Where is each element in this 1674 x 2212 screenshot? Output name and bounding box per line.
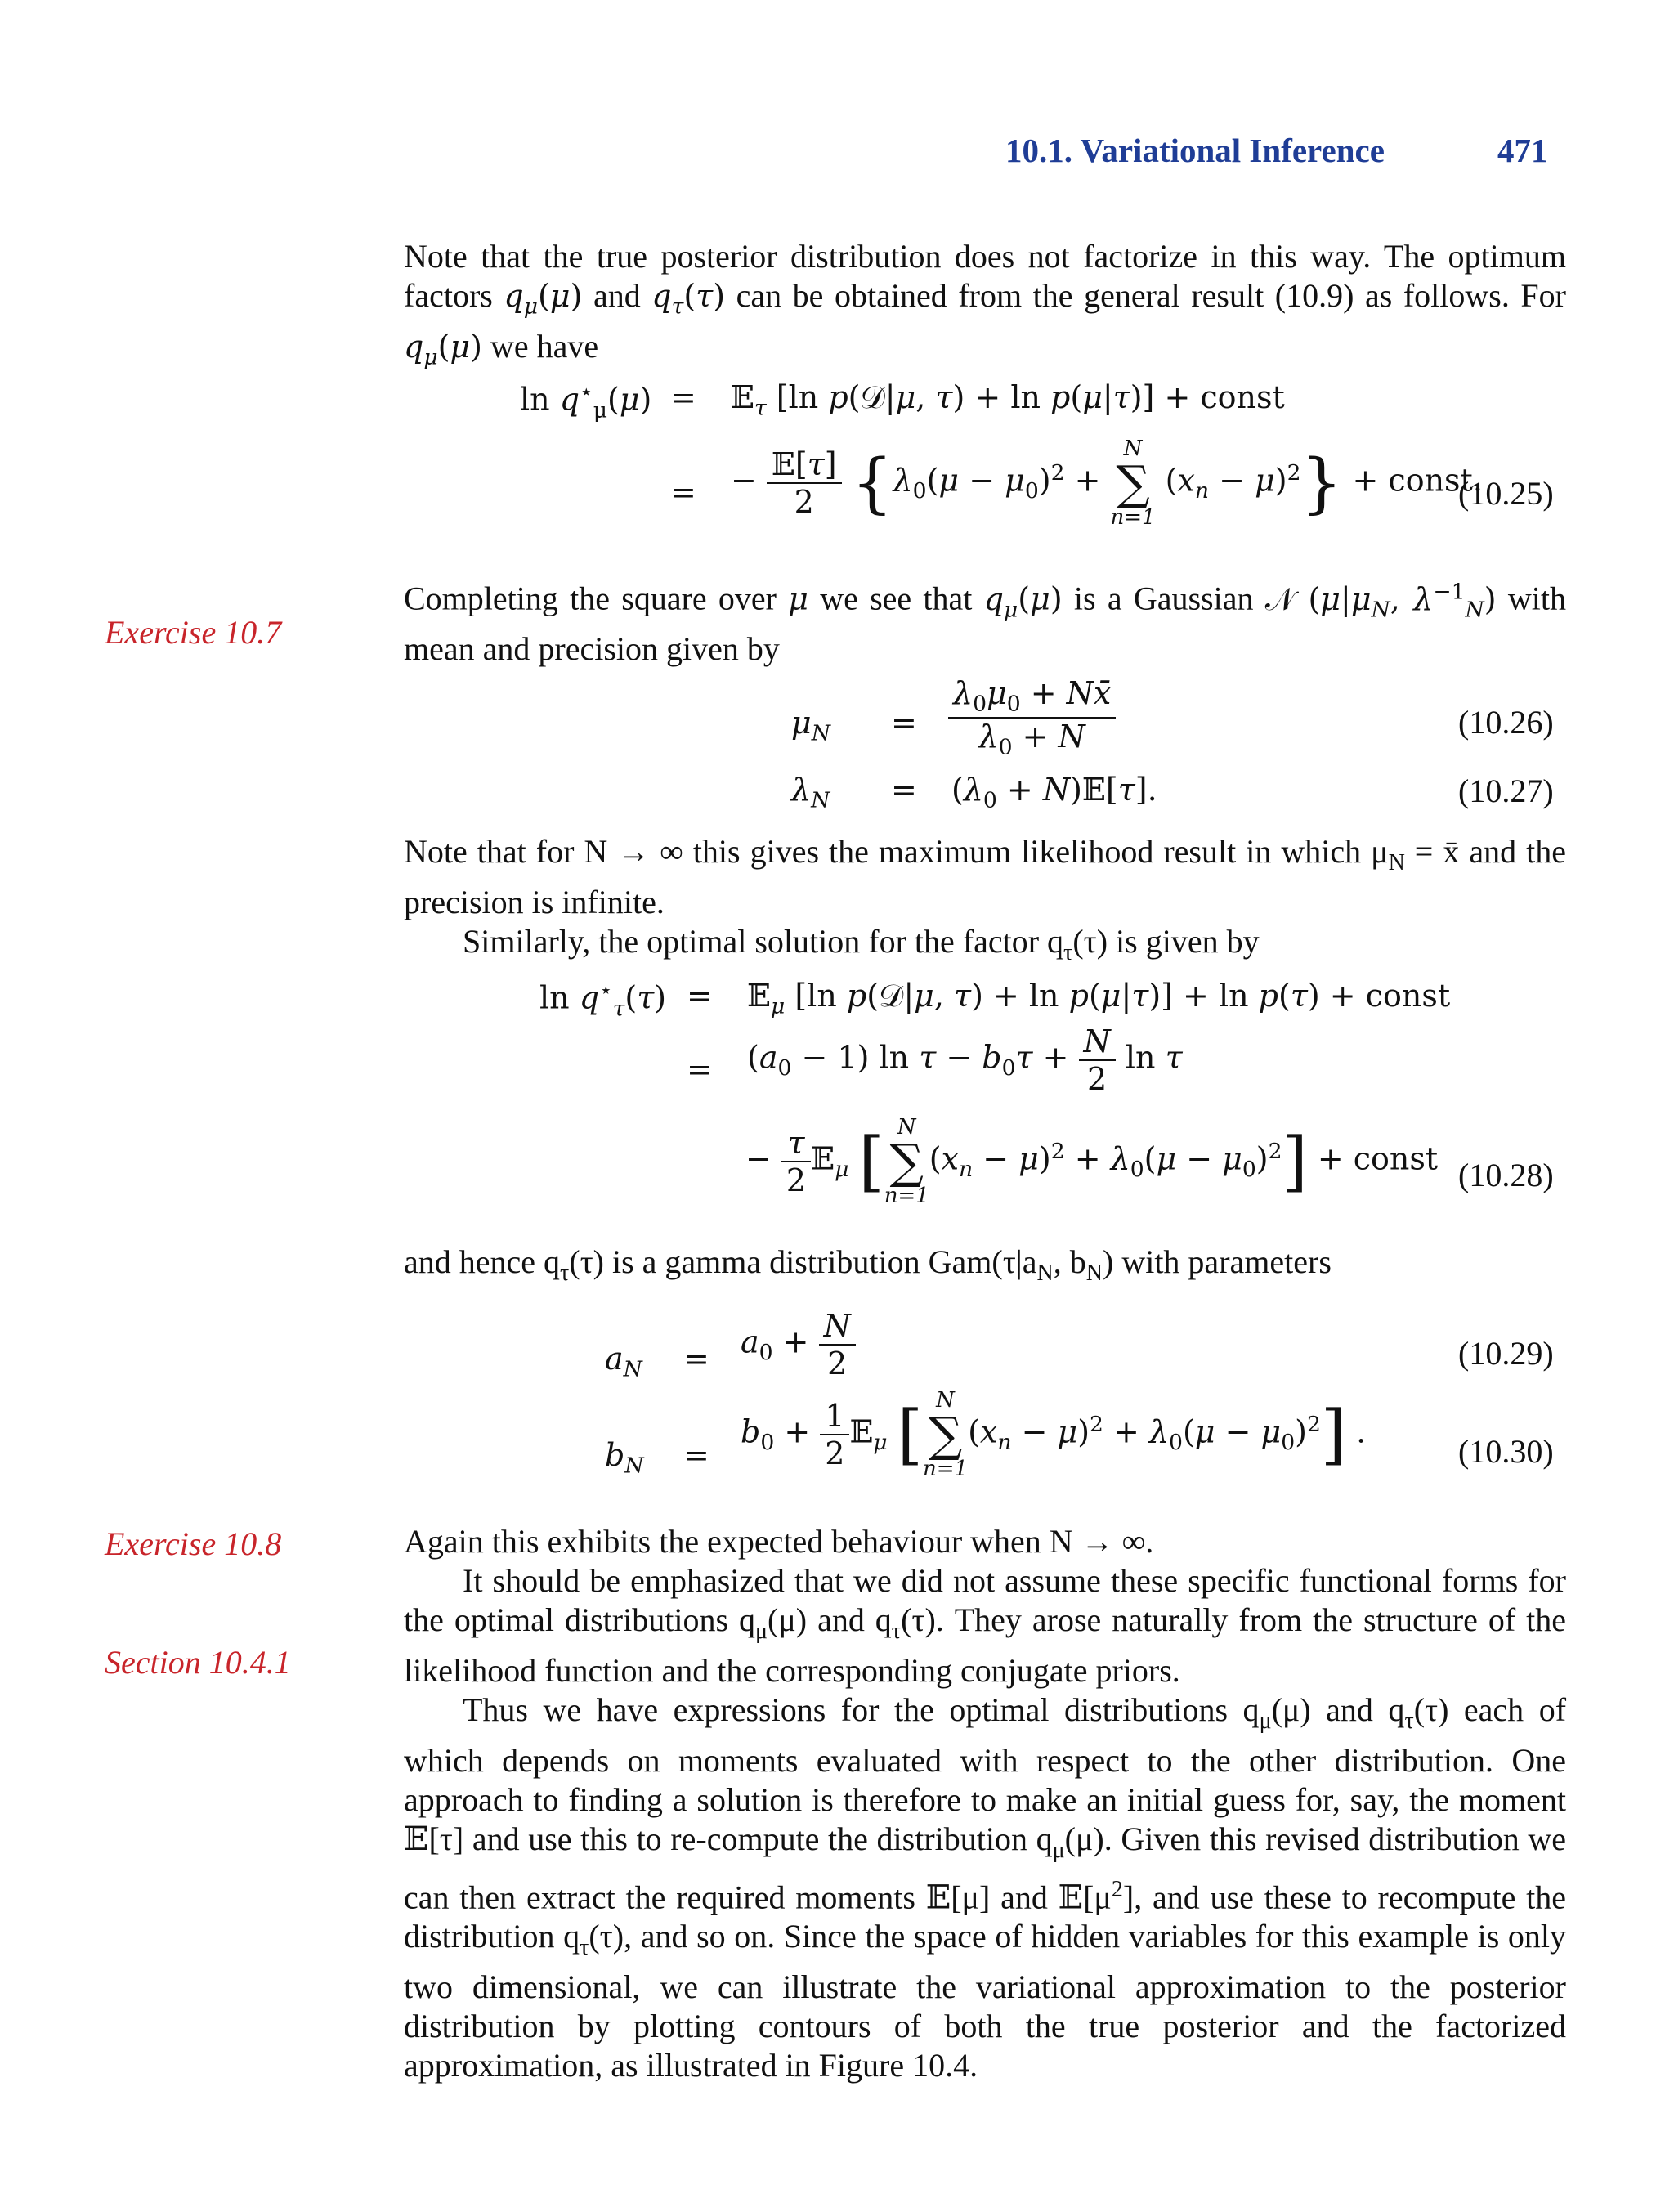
equation-number-10-25: (10.25) [1458,475,1554,512]
equation-number-10-30: (10.30) [1458,1433,1554,1470]
margin-section-10-4-1[interactable]: Section 10.4.1 [105,1644,291,1681]
equation-number-10-26: (10.26) [1458,704,1554,741]
eq-equals: = [670,474,696,510]
eq-lnq-mu-lhs: $\ln q^⋆_\mu(\mu)$ [520,379,652,423]
eq-mu-n-lhs: $\mu_N$ [791,705,830,746]
equation-number-10-28: (10.28) [1458,1157,1554,1193]
eq-equals: = [687,1051,713,1087]
eq-lnq-tau-rhs2: $(a_0 - 1)$ $\ln \tau - b_0\tau$ + $\frac{N}{2}$ ln τ [747,1023,1183,1097]
eq-equals: = [683,1437,709,1473]
section-title: 10.1. Variational Inference [1005,132,1385,169]
eq-equals: = [891,772,917,808]
paragraph-1: Note that the true posterior distribution does not factorize in this way. The optimum factors $q_\mu(\mu)$ and $q_\tau(\tau)$ can be obtained from the general result (10.9) as follows. For $q_\mu(\mu)$ we have [404,238,1566,370]
eq-equals: = [891,705,917,741]
eq-a-n-lhs: $a_N$ [605,1341,642,1382]
page-number: 471 [1497,132,1548,169]
eq-b-n-lhs: $b_N$ [605,1437,644,1479]
eq-b-n-rhs: $b_0$ + $\frac{1}{2}$ 𝔼$_\mu$ [ N ∑ n=1 $(x_n - \mu)^2 + \lambda_0(\mu - \mu_0)^2$] . [741,1388,1367,1481]
equation-number-10-29: (10.29) [1458,1335,1554,1372]
eq-lambda-n-lhs: $\lambda_N$ [791,772,830,813]
margin-exercise-10-8[interactable]: Exercise 10.8 [105,1525,282,1562]
eq-equals: = [683,1341,709,1377]
eq-lnq-mu-rhs1: 𝔼$_\tau$ [ln p(𝒟|μ, τ) + ln p(μ|τ)] + const [731,379,1285,421]
equation-number-10-27: (10.27) [1458,772,1554,809]
eq-lnq-mu-rhs2: − $\frac{\text{𝔼[τ]}}{2}$ {$\lambda_0(\mu - \mu_0)^2$ + N ∑ n=1 $(x_n - \mu)^2$} + const. [731,437,1483,530]
eq-lambda-n-rhs: ($\lambda_0$ + N)𝔼[τ]. [951,772,1157,813]
eq-lnq-tau-rhs3: − $\frac{\tau}{2}$ 𝔼$_\mu$ [ N ∑ n=1 $(x_n - \mu)^2 + \lambda_0(\mu - \mu_0)^2$] + const [745,1115,1439,1208]
paragraph-3: Note that for N → ∞ this gives the maximum likelihood result in which $\mu_N$ = x̄ and the precision is infinite. Similarly, the optimal solution for the factor $q_\tau(\tau)$ is given by [404,833,1567,965]
eq-equals: = [670,379,696,415]
eq-mu-n-rhs: $\frac{\lambda_0\mu_0 + Nx̄}{\lambda_0 + N}$ [948,675,1116,759]
paragraph-6: Again this exhibits the expected behaviour when N → ∞. It should be emphasized that we did not assume these specific functional forms for the optimal distributions $q_\mu(\mu)$ and $q_\tau(\tau)$. They arose naturally from the structure of the likelihood function and the corresponding conjugate priors. Thus we have expressions for the optimal distributions $q_\mu(\mu)$ and $q_\tau(\tau)$ each of which depends on moments evaluated with respect to the other distribution. One approach to finding a solution is therefore to make an initial guess for, say, the moment 𝔼[τ] and use this to re-compute the distribution $q_\mu(\mu)$. Given this revised distribution we can then extract the required moments 𝔼[μ] and $𝔼[\mu^2]$, and use these to recompute the distribution $q_\tau(\tau)$, and so on. Since the space of hidden variables for this example is only two dimensional, we can illustrate the variational approximation to the posterior distribution by plotting contours of both the true posterior and the factorized approximation, as illustrated in Figure 10.4. [404,1523,1567,2084]
eq-a-n-rhs: $a_0$ + $\frac{N}{2}$ [741,1308,856,1381]
paragraph-2: Completing the square over μ we see that $q_\mu(\mu)$ is a Gaussian 𝒩 ($\mu|\mu_N$, $\lambda^{-1}_N$) with mean and precision given by [404,579,1566,668]
paragraph-5: and hence $q_\tau(\tau)$ is a gamma distribution $Gam(\tau|a_N$, $b_N$) with parameters [404,1243,1332,1286]
eq-lnq-tau-rhs1: 𝔼$_\mu$ [ln p(𝒟|μ, τ) + ln p(μ|τ)] + ln p(τ) + const [747,978,1451,1019]
eq-equals: = [687,978,713,1014]
eq-lnq-tau-lhs: $\ln q^⋆_\tau(\tau)$ [539,978,667,1022]
margin-exercise-10-7[interactable]: Exercise 10.7 [105,614,282,651]
